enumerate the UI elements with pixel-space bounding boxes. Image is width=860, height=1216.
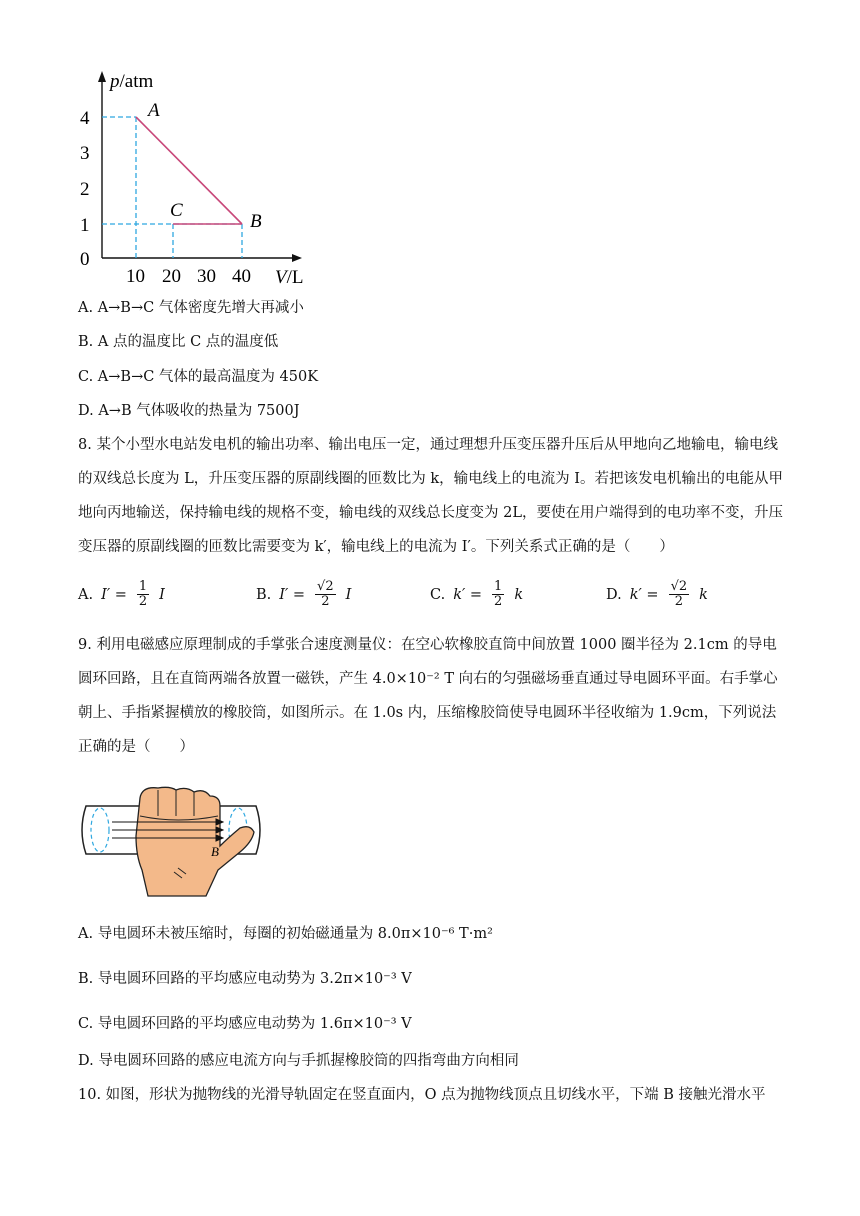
y-tick: 2 (80, 179, 90, 200)
point-b-label: B (250, 211, 262, 232)
fraction: $\frac{1}{2}$ (138, 579, 148, 609)
x-tick: 30 (197, 266, 216, 286)
point-a-label: A (148, 100, 160, 121)
q10-text: 10. 如图，形状为抛物线的光滑导轨固定在竖直面内，O 点为抛物线顶点且切线水平，下端 B 接触光滑水平 (78, 1087, 766, 1103)
q8-text: 8. 某个小型水电站发电机的输出功率、输出电压一定，通过理想升压变压器升压后从甲地向乙地输电，输电线的双线总长度为 L，升压变压器的原副线圈的匝数比为 k，输电线上的电流为 I。若把该发电机输出的电能从甲地向丙地输送，保持输电线的规格不变，输电线的双线总长度变为 2L，要使在用户端得到的电功率不变，升压变压器的原副线圈的匝数比需要变为 k′，输电线上的电流为 I′。下列关系式正确的是（ ） (78, 437, 783, 555)
formula-lhs: I′ = (279, 586, 306, 603)
q7-option-d[interactable]: D. A→B 气体吸收的热量为 7500J (78, 403, 300, 419)
q9-option-a[interactable]: A. 导电圆环未被压缩时，每圈的初始磁通量为 8.0π×10⁻⁶ T·m² (78, 926, 493, 942)
formula-lhs: k′ = (629, 586, 659, 603)
formula-lhs: k′ = (453, 586, 483, 603)
option-label: B. (256, 586, 272, 603)
q7-option-b[interactable]: B. A 点的温度比 C 点的温度低 (78, 334, 279, 350)
q8-option-a[interactable] (78, 580, 165, 609)
q9-option-d[interactable]: D. 导电圆环回路的感应电流方向与手抓握橡胶筒的四指弯曲方向相同 (78, 1053, 519, 1069)
q8-option-d[interactable] (606, 580, 708, 609)
q7-option-a[interactable]: A. A→B→C 气体密度先增大再减小 (78, 300, 304, 316)
y-tick: 4 (80, 108, 90, 129)
option-label: D. (606, 586, 622, 603)
q9-text: 9. 利用电磁感应原理制成的手掌张合速度测量仪：在空心软橡胶直筒中间放置 1000 圈半径为 2.1cm 的导电圆环回路，且在直筒两端各放置一磁铁，产生 4.0×10⁻² T 向右的匀强磁场垂直通过导电圆环平面。右手掌心朝上、手指紧握横放的橡胶筒，如图所示。在 1.0s 内，压缩橡胶筒使导电圆环半径收缩为 1.9cm，下列说法正确的是（ ） (78, 637, 778, 755)
y-axis-label: p/atm (110, 71, 154, 92)
x-tick: 20 (162, 266, 181, 286)
formula-rhs: I (345, 586, 352, 603)
x-tick: 10 (126, 266, 145, 286)
q9-option-c[interactable]: C. 导电圆环回路的平均感应电动势为 1.6π×10⁻³ V (78, 1016, 412, 1032)
option-label: C. (430, 586, 446, 603)
y-tick: 1 (80, 215, 90, 236)
fraction: $\frac{√2}{2}$ (670, 579, 688, 609)
formula-rhs: I (159, 586, 165, 603)
x-tick: 40 (232, 266, 251, 286)
formula-rhs: k (514, 586, 524, 603)
y-tick: 0 (80, 249, 90, 270)
q9-option-b[interactable]: B. 导电圆环回路的平均感应电动势为 3.2π×10⁻³ V (78, 971, 412, 987)
figure-label-b: B (211, 844, 219, 859)
point-c-label: C (170, 200, 183, 221)
hand-grip-figure (78, 786, 268, 898)
fraction: $\frac{1}{2}$ (494, 579, 503, 609)
x-axis-label: V/L (275, 267, 304, 286)
formula-lhs: I′ = (101, 586, 127, 603)
q8-option-b[interactable] (256, 580, 351, 609)
q8-option-c[interactable] (430, 580, 523, 609)
pv-graph (70, 66, 320, 286)
q7-option-c[interactable]: C. A→B→C 气体的最高温度为 450K (78, 369, 319, 385)
y-tick: 3 (80, 143, 90, 164)
option-label: A. (78, 586, 94, 603)
fraction: $\frac{√2}{2}$ (317, 579, 334, 609)
formula-rhs: k (699, 586, 708, 603)
